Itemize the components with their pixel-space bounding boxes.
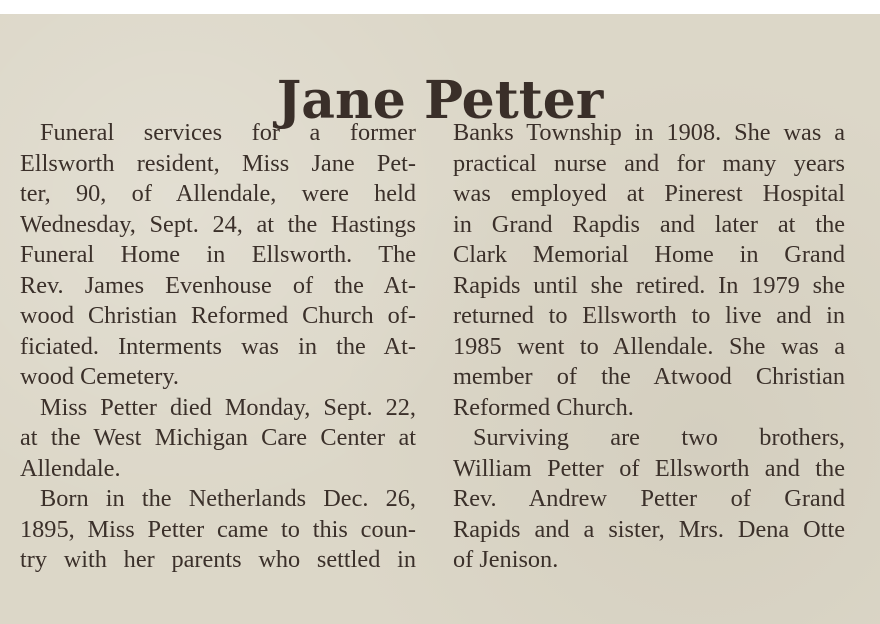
text-line: Rapids until she retired. In 1979 she [453, 271, 845, 299]
left-column [20, 118, 416, 576]
text-line: practical nurse and for many years [453, 149, 845, 177]
text-line: Banks Township in 1908. She was a [453, 119, 845, 146]
text-line: of Jenison. [453, 546, 559, 573]
text-line: Miss Petter died Monday, Sept. 22, [40, 393, 416, 421]
text-line: ter, 90, of Allendale, were held [20, 180, 416, 207]
text-line: wood Cemetery. [20, 363, 180, 390]
text-line: Rapids and a sister, Mrs. Dena Otte [453, 515, 845, 543]
text-line: Rev. Andrew Petter of Grand [453, 485, 845, 512]
text-line: Surviving are two brothers, [473, 424, 845, 451]
text-line: 1985 went to Allendale. She was a [453, 332, 845, 360]
right-column [453, 118, 845, 576]
text-line: member of the Atwood Christian [453, 363, 845, 390]
text-line: returned to Ellsworth to live and in [453, 302, 845, 329]
text-line: Allendale. [20, 454, 121, 482]
text-line: Funeral services for a former [40, 119, 416, 146]
text-line: Born in the Netherlands Dec. 26, [40, 485, 416, 512]
text-line: was employed at Pinerest Hospital [453, 180, 845, 207]
text-line: Funeral Home in Ellsworth. The [20, 241, 416, 268]
text-line: Wednesday, Sept. 24, at the Hastings [20, 210, 416, 238]
text-line: Rev. James Evenhouse of the At- [20, 271, 416, 299]
text-line: in Grand Rapdis and later at the [453, 210, 845, 238]
text-line: Ellsworth resident, Miss Jane Pet- [20, 149, 416, 177]
text-line: 1895, Miss Petter came to this coun- [20, 515, 416, 543]
text-line: wood Christian Reformed Church of- [20, 302, 416, 329]
text-line: ficiated. Interments was in the At- [20, 332, 416, 360]
text-line: Reformed Church. [453, 393, 634, 421]
text-line: William Petter of Ellsworth and the [453, 454, 845, 482]
newspaper-clipping [0, 14, 880, 624]
obituary-headline: Jane Petter [276, 69, 604, 131]
text-line: try with her parents who settled in [20, 546, 416, 573]
text-line: at the West Michigan Care Center at [20, 424, 416, 451]
text-line: Clark Memorial Home in Grand [453, 241, 845, 268]
